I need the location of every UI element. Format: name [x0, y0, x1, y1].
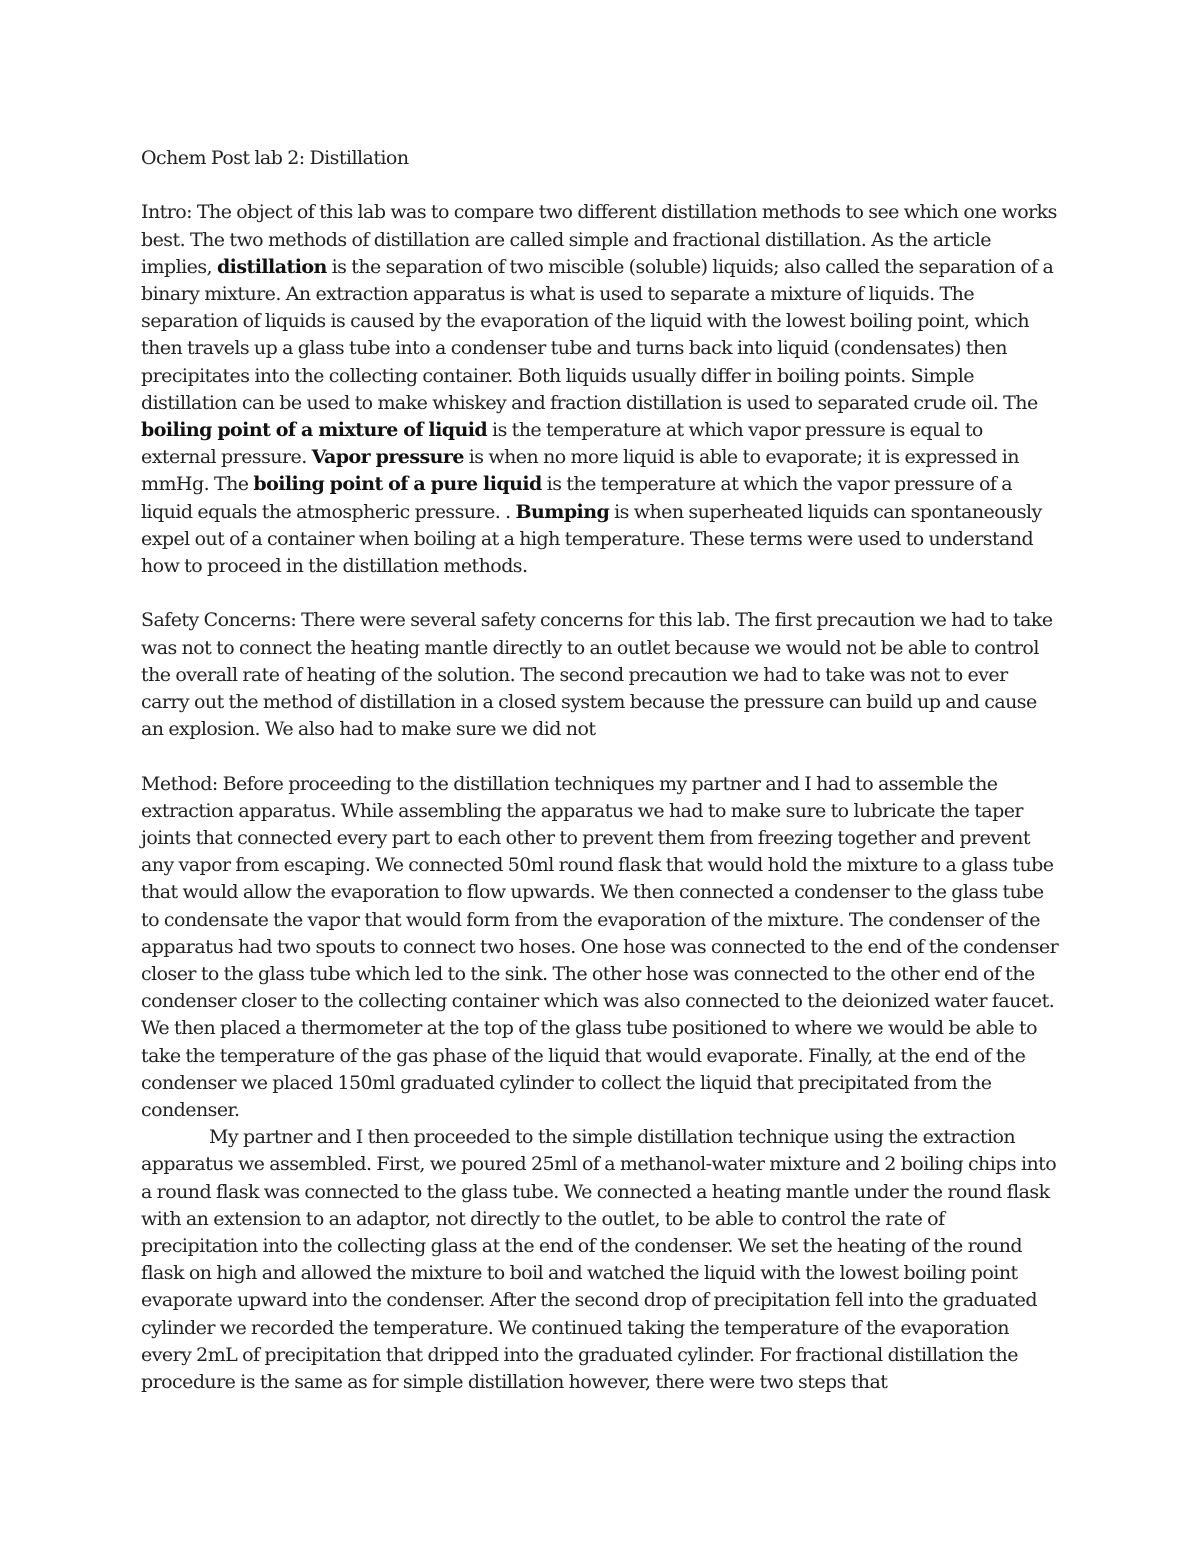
safety-paragraph: Safety Concerns: There were several safety concerns for this lab. The first precaution we had to take was not to connect the heating mantle directly to an outlet because we would not be able to control the overall rate of heating of the solution. The second precaution we had to take was not to ever carry out the method of distillation in a closed system because the pressure can build up and cause an explosion. We also had to make sure we did not [141, 609, 1053, 741]
intro-text-4: is when no more liquid is able to evaporate; it is expressed in mmHg. The [141, 446, 1019, 496]
term-distillation: distillation [216, 255, 327, 278]
term-vapor-pressure: Vapor pressure [311, 446, 464, 469]
intro-text-2: is the separation of two miscible (soluble) liquids; also called the separation of a binary mixture. An extraction apparatus is what is used to separate a mixture of liquids. The separation of liquids is caused by the evaporation of the liquid with the lowest boiling point, which then travels up a glass tube into a condenser tube and turns back into liquid (condensates) then precipitates into the collecting container. Both liquids usually differ in boiling points. Simple distillation can be used to make whiskey and fraction distillation is used to separated crude oil. The [141, 255, 1054, 414]
term-boiling-point-mixture: boiling point of a mixture of liquid [141, 419, 488, 442]
intro-text-5: is the temperature at which the vapor pressure of a liquid equals the atmospheric pressure. . [141, 473, 1013, 523]
method-paragraph: Method: Before proceeding to the distillation techniques my partner and I had to assemble the extraction apparatus. While assembling the apparatus we had to make sure to lubricate the taper joints that connected every part to each other to prevent them from freezing together and prevent any vapor from escaping. We connected 50ml round flask that would hold the mixture to a glass tube that would allow the evaporation to flow upwards. We then connected a condenser to the glass tube to condensate the vapor that would form from the evaporation of the mixture. The condenser of the apparatus had two spouts to connect two hoses. One hose was connected to the end of the condenser closer to the glass tube which led to the sink. The other hose was connected to the other end of the condenser closer to the collecting container which was also connected to the deionized water faucet. We then placed a thermometer at the top of the glass tube positioned to where we would be able to take the temperature of the gas phase of the liquid that would evaporate. Finally, at the end of the condenser we placed 150ml graduated cylinder to collect the liquid that precipitated from the condenser. [141, 772, 1059, 1122]
intro-text-3: is the temperature at which vapor pressure is equal to external pressure. [141, 419, 983, 469]
term-boiling-point-pure: boiling point of a pure liquid [253, 473, 542, 496]
method-paragraph-2: My partner and I then proceeded to the simple distillation technique using the extraction apparatus we assembled. First, we poured 25ml of a methanol-water mixture and 2 boiling chips into a round flask was connected to the glass tube. We connected a heating mantle under the round flask with an extension to an adaptor, not directly to the outlet, to be able to control the rate of precipitation into the collecting glass at the end of the condenser. We set the heating of the round flask on high and allowed the mixture to boil and watched the liquid with the lowest boiling point evaporate upward into the condenser. After the second drop of precipitation fell into the graduated cylinder we recorded the temperature. We continued taking the temperature of the evaporation every 2mL of precipitation that dripped into the graduated cylinder. For fractional distillation the procedure is the same as for simple distillation however, there were two steps that [141, 1126, 1057, 1394]
document-title: Ochem Post lab 2: Distillation [141, 147, 409, 169]
intro-text-6: is when superheated liquids can spontaneously expel out of a container when boiling at a high temperature. These terms were used to understand how to proceed in the distillation methods. [141, 500, 1042, 578]
intro-paragraph [141, 199, 1060, 580]
term-bumping: Bumping [515, 500, 610, 523]
intro-text-1: Intro: The object of this lab was to compare two different distillation methods to see which one works best. The two methods of distillation are called simple and fractional distillation. As the article implies, [141, 201, 1057, 278]
